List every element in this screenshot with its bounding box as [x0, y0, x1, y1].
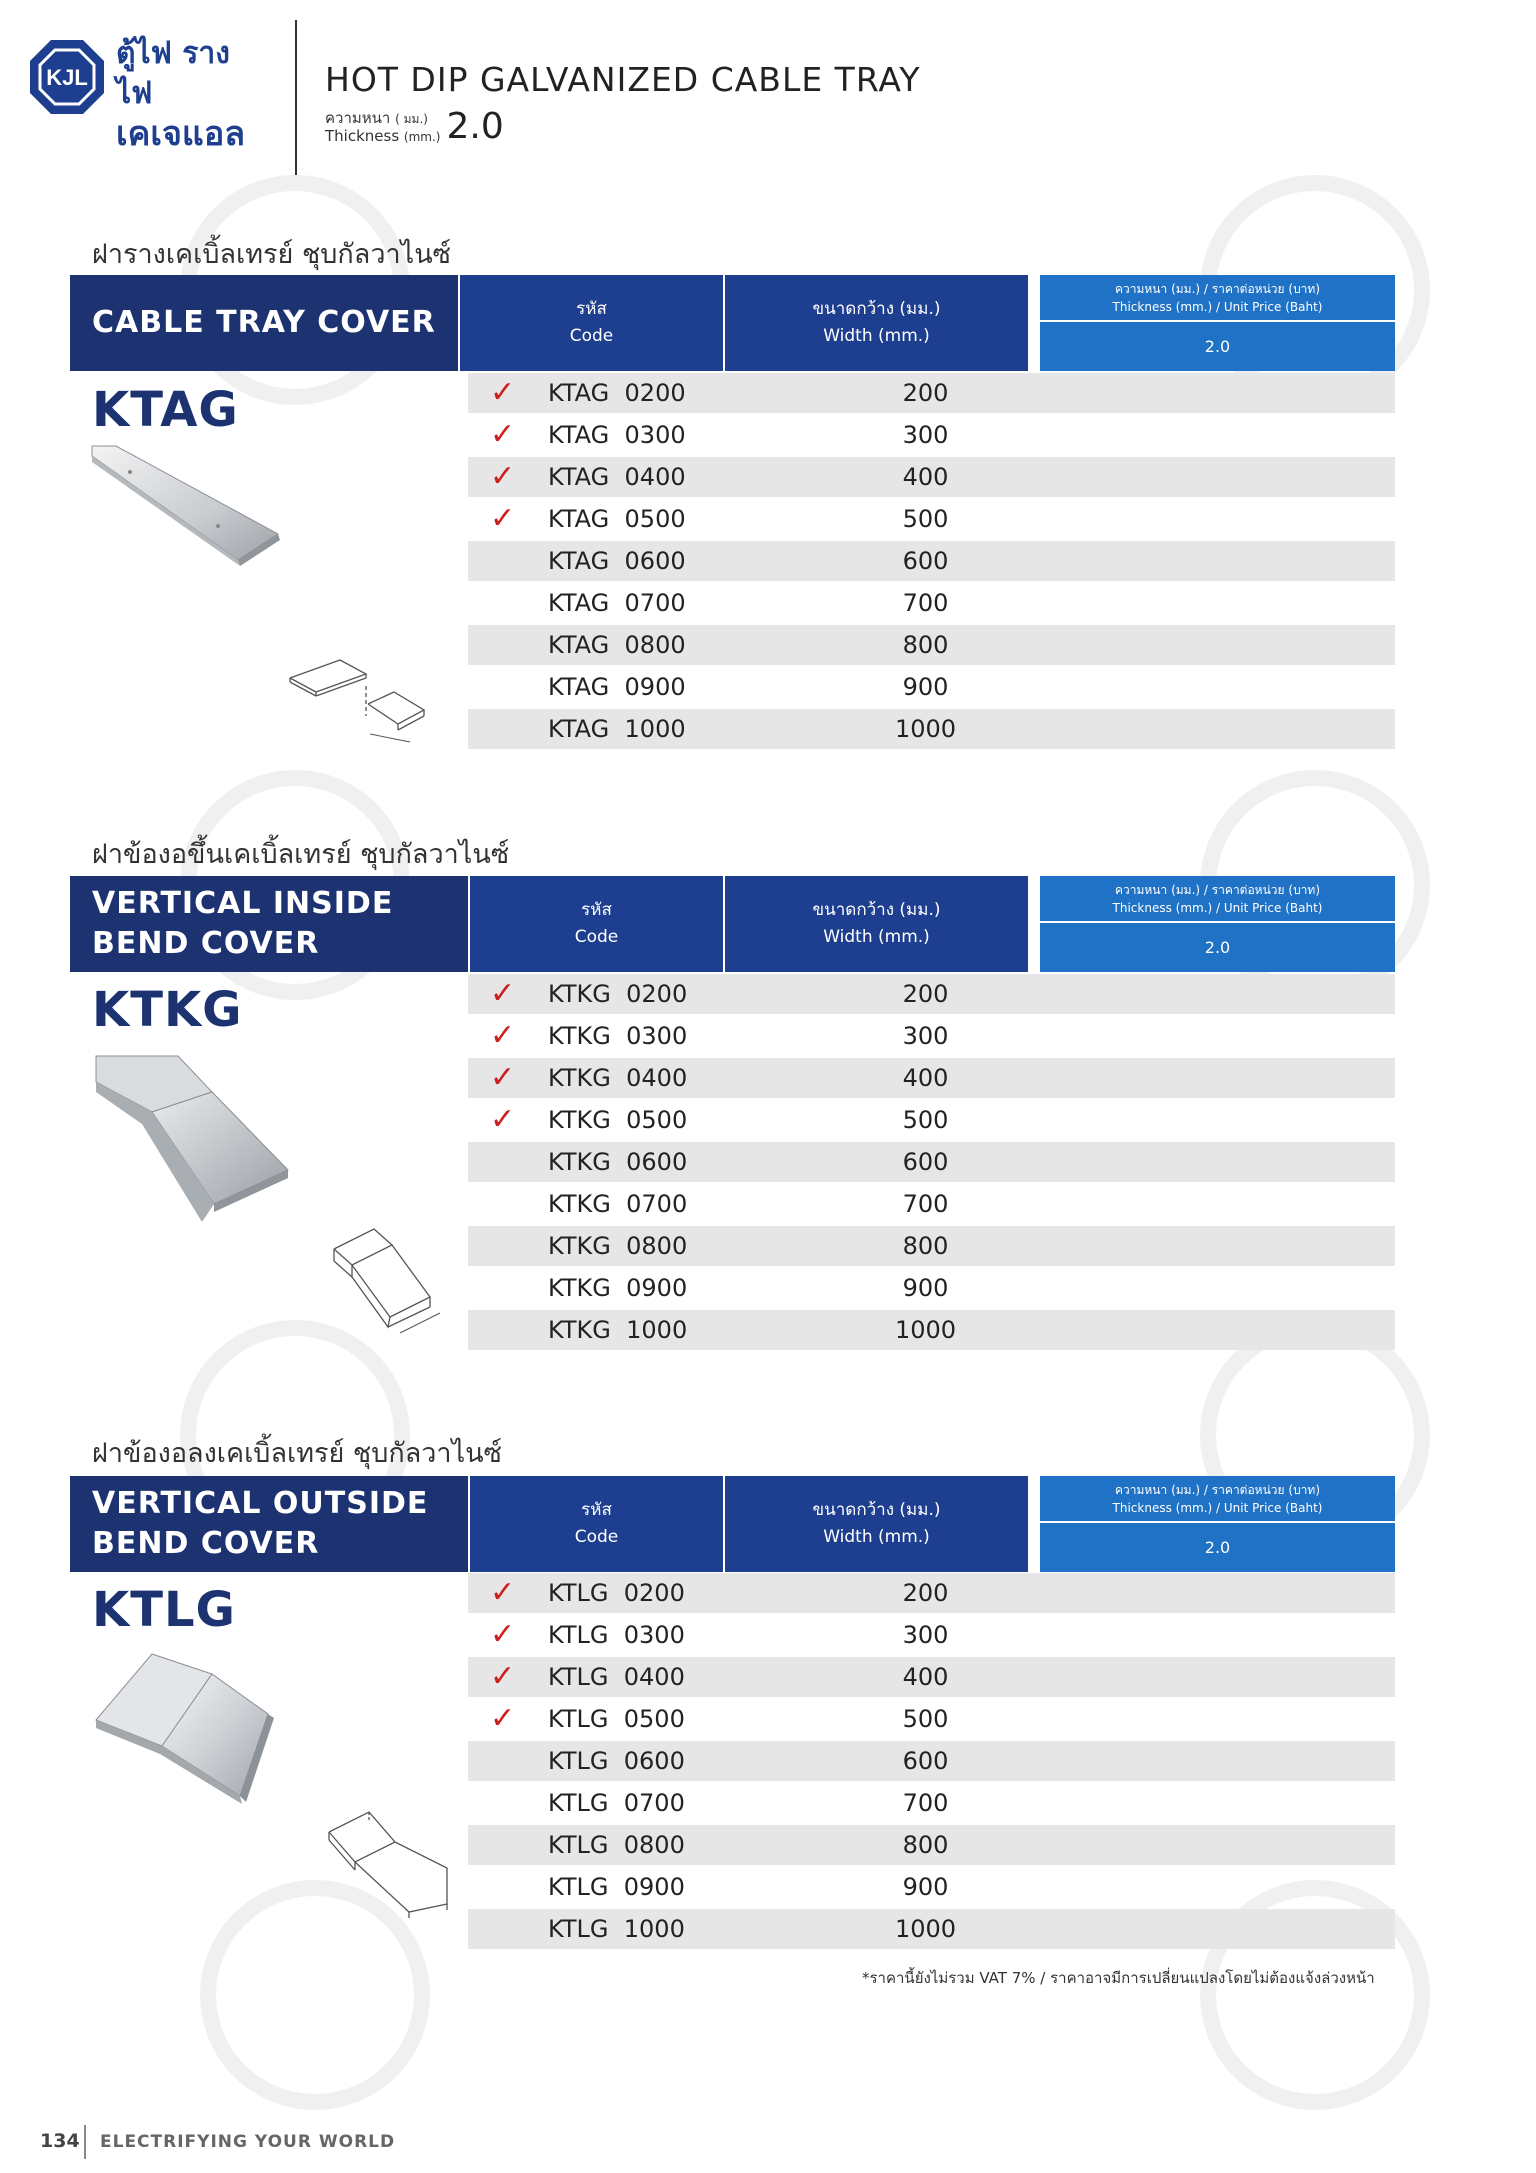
- product-price: [1078, 1909, 1395, 1949]
- brand-line-2: เคเจแอล: [116, 114, 246, 154]
- width-column-header: ขนาดกว้าง (มม.) Width (mm.): [723, 1476, 1028, 1572]
- product-code: KTKG 0600: [548, 1148, 688, 1176]
- product-price: [1078, 499, 1395, 539]
- product-price: [1078, 1825, 1395, 1865]
- check-icon: ✓: [490, 1701, 516, 1736]
- product-width: 200: [902, 1579, 949, 1607]
- product-code: KTKG 0700: [548, 1190, 688, 1218]
- width-column-header: ขนาดกว้าง (มม.) Width (mm.): [723, 876, 1028, 972]
- inside-bend-cover-drawing: [330, 1225, 460, 1340]
- product-price: [1078, 457, 1395, 497]
- check-icon: ✓: [490, 459, 516, 494]
- product-code: KTAG 0700: [548, 589, 686, 617]
- product-width: 400: [902, 1064, 949, 1092]
- product-code: KTLG 0700: [548, 1789, 685, 1817]
- product-code: KTKG 0800: [548, 1232, 688, 1260]
- table-row: [468, 1909, 1395, 1949]
- table-row: [468, 667, 1395, 707]
- product-width: 500: [902, 1106, 949, 1134]
- product-width: 1000: [894, 715, 957, 743]
- check-icon: ✓: [490, 1060, 516, 1095]
- product-width: 300: [902, 1022, 949, 1050]
- check-icon: ✓: [490, 1659, 516, 1694]
- product-width: 1000: [894, 1915, 957, 1943]
- price-thickness-value: 2.0: [1204, 938, 1231, 957]
- header-divider: [295, 20, 297, 175]
- footer-slogan: ELECTRIFYING YOUR WORLD: [100, 2132, 396, 2152]
- product-price: [1078, 1226, 1395, 1266]
- product-price: [1078, 1058, 1395, 1098]
- product-width: 200: [902, 379, 949, 407]
- check-icon: ✓: [490, 417, 516, 452]
- price-column-header: ความหนา (มม.) / ราคาต่อหน่วย (บาท) Thickness (mm.) / Unit Price (Baht) 2.0: [1038, 275, 1395, 371]
- product-price: [1078, 625, 1395, 665]
- table-row: [468, 1741, 1395, 1781]
- product-width: 800: [902, 631, 949, 659]
- product-width: 500: [902, 505, 949, 533]
- brand-name: [116, 34, 266, 154]
- product-width: 300: [902, 421, 949, 449]
- cable-tray-cover-image: [88, 442, 288, 572]
- product-code: KTAG 0500: [548, 505, 686, 533]
- table-row: [468, 583, 1395, 623]
- product-code: KTAG 0600: [548, 547, 686, 575]
- table-row: [468, 1226, 1395, 1266]
- product-price: [1078, 667, 1395, 707]
- product-width: 300: [902, 1621, 949, 1649]
- check-icon: ✓: [490, 1102, 516, 1137]
- product-width: 700: [902, 589, 949, 617]
- code-column-header: รหัส Code: [468, 876, 723, 972]
- product-price: [1078, 415, 1395, 455]
- table-row: [468, 1058, 1395, 1098]
- product-code: KTKG 0300: [548, 1022, 688, 1050]
- table-row: [468, 1016, 1395, 1056]
- product-code: KTAG 0900: [548, 673, 686, 701]
- section-header-bar: [70, 1476, 1395, 1572]
- table-row: [468, 541, 1395, 581]
- product-code: KTKG 0200: [548, 980, 688, 1008]
- inside-bend-cover-image: [92, 1052, 292, 1227]
- check-icon: ✓: [490, 1617, 516, 1652]
- price-column-header: ความหนา (มม.) / ราคาต่อหน่วย (บาท) Thickness (mm.) / Unit Price (Baht) 2.0: [1038, 1476, 1395, 1572]
- product-code: KTKG 0900: [548, 1274, 688, 1302]
- outside-bend-cover-drawing: [325, 1808, 455, 1918]
- product-price: [1078, 1615, 1395, 1655]
- price-column-header: ความหนา (มม.) / ราคาต่อหน่วย (บาท) Thickness (mm.) / Unit Price (Baht) 2.0: [1038, 876, 1395, 972]
- product-code: KTLG 1000: [548, 1915, 685, 1943]
- table-row: [468, 1657, 1395, 1697]
- product-price: [1078, 1184, 1395, 1224]
- section-header-bar: [70, 876, 1395, 972]
- code-column-header: รหัส Code: [468, 1476, 723, 1572]
- product-price: [1078, 373, 1395, 413]
- product-code: KTLG 0800: [548, 1831, 685, 1859]
- product-width: 900: [902, 673, 949, 701]
- thickness-label-en: Thickness (mm.): [325, 127, 441, 145]
- section-name: VERTICAL INSIDE BEND COVER: [70, 876, 468, 972]
- product-width: 700: [902, 1190, 949, 1218]
- logo-text: KJL: [46, 65, 88, 90]
- product-width: 900: [902, 1274, 949, 1302]
- brand-line-1: ตู้ไฟ รางไฟ: [116, 36, 230, 111]
- product-code: KTKG 1000: [548, 1316, 688, 1344]
- product-price: [1078, 1310, 1395, 1350]
- section-thai-title: ฝาข้องอลงเคเบิ้ลเทรย์ ชุบกัลวาไนซ์: [92, 1438, 502, 1469]
- table-row: [468, 625, 1395, 665]
- product-width: 1000: [894, 1316, 957, 1344]
- width-column-header: ขนาดกว้าง (มม.) Width (mm.): [723, 275, 1028, 371]
- product-price: [1078, 1573, 1395, 1613]
- check-icon: ✓: [490, 1575, 516, 1610]
- table-row: [468, 1268, 1395, 1308]
- product-width: 600: [902, 1747, 949, 1775]
- code-column-header: รหัส Code: [458, 275, 723, 371]
- product-price: [1078, 1657, 1395, 1697]
- check-icon: ✓: [490, 976, 516, 1011]
- product-width: 400: [902, 463, 949, 491]
- product-price: [1078, 974, 1395, 1014]
- table-row: [468, 1100, 1395, 1140]
- section-header-bar: [70, 275, 1395, 371]
- page-title: HOT DIP GALVANIZED CABLE TRAY: [325, 60, 921, 99]
- table-row: [468, 1867, 1395, 1907]
- product-width: 800: [902, 1831, 949, 1859]
- table-row: [468, 1699, 1395, 1739]
- product-code: KTLG 0400: [548, 1663, 685, 1691]
- product-width: 500: [902, 1705, 949, 1733]
- product-width: 600: [902, 547, 949, 575]
- kjl-logo-icon: [28, 38, 106, 116]
- product-price: [1078, 1100, 1395, 1140]
- table-row: [468, 373, 1395, 413]
- product-code: KTAG 0400: [548, 463, 686, 491]
- table-row: [468, 1615, 1395, 1655]
- outside-bend-cover-image: [92, 1650, 292, 1810]
- product-price: [1078, 1268, 1395, 1308]
- section-thai-title: ฝารางเคเบิ้ลเทรย์ ชุบกัลวาไนซ์: [92, 239, 452, 270]
- product-code: KTLG 0600: [548, 1747, 685, 1775]
- price-thickness-value: 2.0: [1204, 337, 1231, 356]
- table-row: [468, 1142, 1395, 1182]
- table-row: [468, 1573, 1395, 1613]
- model-code: KTLG: [92, 1582, 236, 1638]
- price-footnote: *ราคานี้ยังไม่รวม VAT 7% / ราคาอาจมีการเปลี่ยนแปลงโดยไม่ต้องแจ้งล่วงหน้า: [862, 1969, 1375, 1987]
- thickness-label-th: ความหนา ( มม.): [325, 109, 428, 127]
- product-code: KTLG 0900: [548, 1873, 685, 1901]
- product-code: KTAG 1000: [548, 715, 686, 743]
- product-width: 400: [902, 1663, 949, 1691]
- page-number: 134: [40, 2130, 80, 2152]
- check-icon: ✓: [490, 1018, 516, 1053]
- product-width: 700: [902, 1789, 949, 1817]
- product-code: KTKG 0500: [548, 1106, 688, 1134]
- section-thai-title: ฝาข้องอขึ้นเคเบิ้ลเทรย์ ชุบกัลวาไนซ์: [92, 839, 510, 870]
- footer-divider: [84, 2125, 86, 2159]
- table-row: [468, 457, 1395, 497]
- table-row: [468, 974, 1395, 1014]
- product-price: [1078, 1142, 1395, 1182]
- product-width: 200: [902, 980, 949, 1008]
- product-code: KTAG 0800: [548, 631, 686, 659]
- product-code: KTLG 0500: [548, 1705, 685, 1733]
- product-price: [1078, 1699, 1395, 1739]
- product-width: 900: [902, 1873, 949, 1901]
- product-code: KTKG 0400: [548, 1064, 688, 1092]
- product-price: [1078, 541, 1395, 581]
- product-code: KTAG 0200: [548, 379, 686, 407]
- table-row: [468, 1783, 1395, 1823]
- product-price: [1078, 1016, 1395, 1056]
- thickness-value: 2.0: [446, 106, 504, 147]
- product-price: [1078, 583, 1395, 623]
- model-code: KTAG: [92, 382, 239, 438]
- table-row: [468, 1310, 1395, 1350]
- product-price: [1078, 1867, 1395, 1907]
- table-row: [468, 499, 1395, 539]
- cable-tray-cover-drawing: [282, 656, 432, 746]
- price-thickness-value: 2.0: [1204, 1538, 1231, 1557]
- model-code: KTKG: [92, 982, 243, 1038]
- product-code: KTAG 0300: [548, 421, 686, 449]
- product-code: KTLG 0300: [548, 1621, 685, 1649]
- product-width: 600: [902, 1148, 949, 1176]
- product-price: [1078, 1741, 1395, 1781]
- check-icon: ✓: [490, 375, 516, 410]
- product-price: [1078, 1783, 1395, 1823]
- check-icon: ✓: [490, 501, 516, 536]
- section-name: VERTICAL OUTSIDE BEND COVER: [70, 1476, 468, 1572]
- thickness-spec: [325, 108, 504, 146]
- table-row: [468, 415, 1395, 455]
- table-row: [468, 1825, 1395, 1865]
- table-row: [468, 1184, 1395, 1224]
- product-width: 800: [902, 1232, 949, 1260]
- product-price: [1078, 709, 1395, 749]
- product-code: KTLG 0200: [548, 1579, 685, 1607]
- table-row: [468, 709, 1395, 749]
- section-name: CABLE TRAY COVER: [70, 275, 458, 371]
